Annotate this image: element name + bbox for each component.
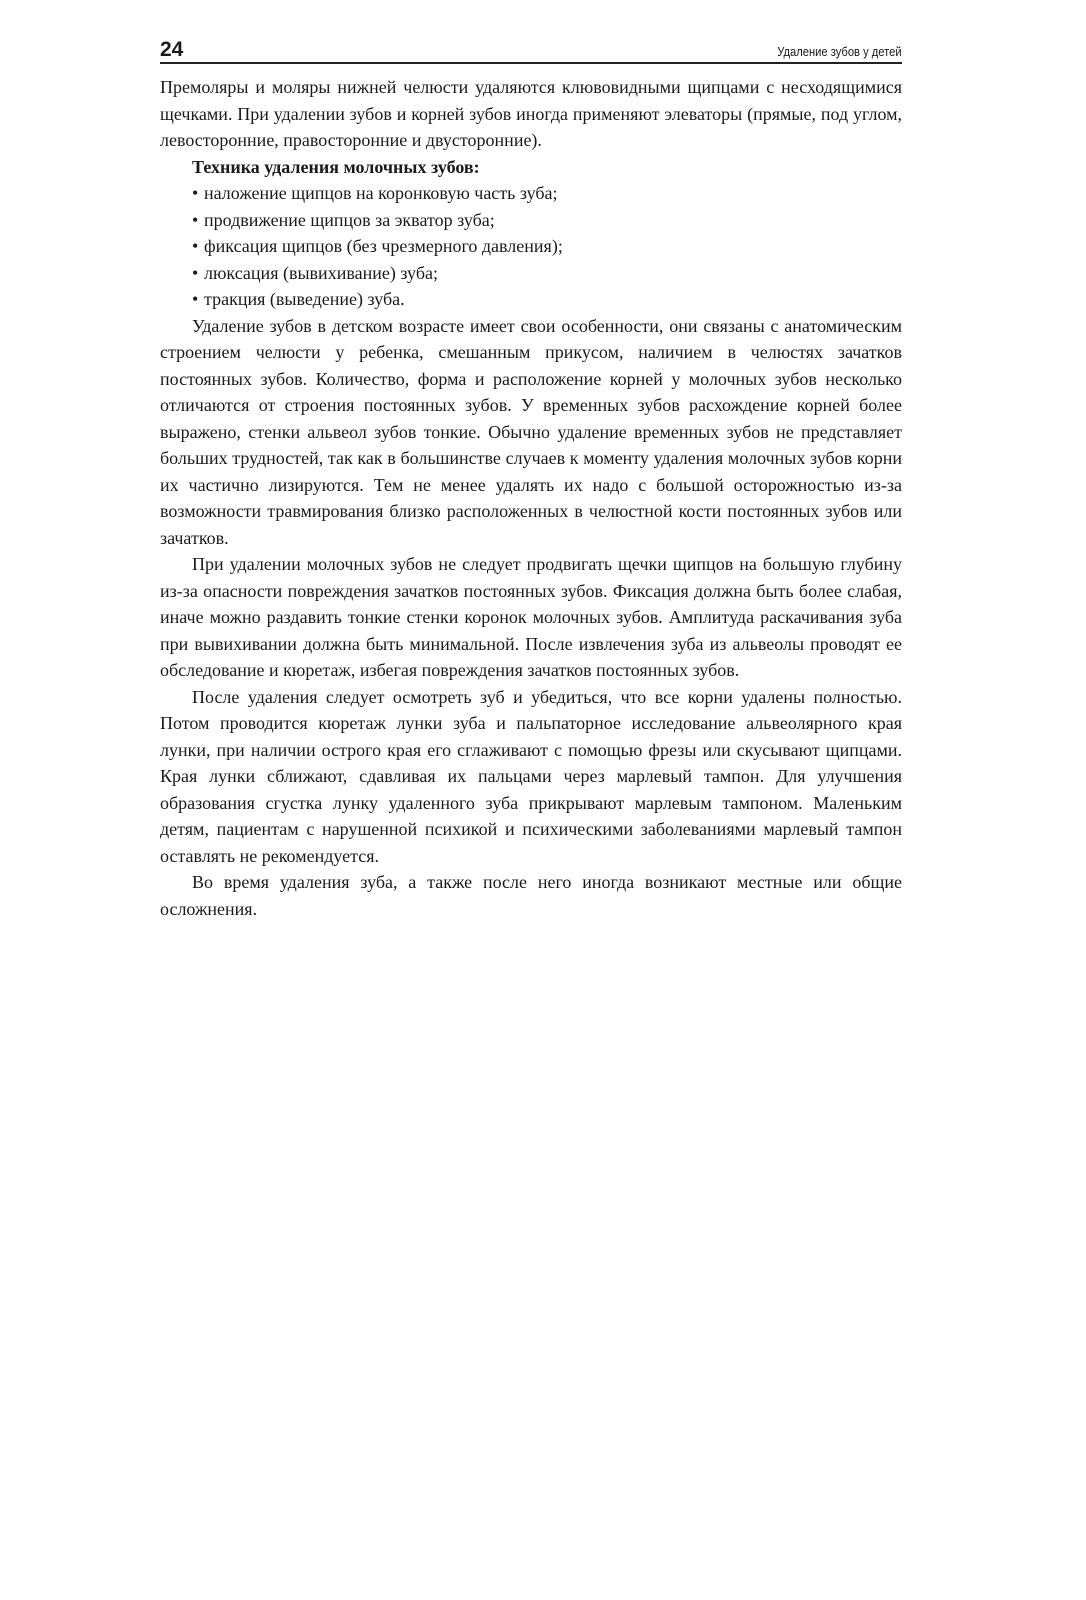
- page-number: 24: [160, 38, 184, 61]
- chapter-title: Удаление зубов у детей: [777, 44, 902, 59]
- list-item: • фиксация щипцов (без чрезмерного давления);: [192, 233, 902, 260]
- paragraph-complications: Во время удаления зуба, а также после него иногда возникают местные или общие осложнения.: [160, 872, 902, 919]
- list-item: • наложение щипцов на коронковую часть зуба;: [192, 180, 902, 207]
- list-item: • люксация (вывихивание) зуба;: [192, 260, 902, 287]
- paragraph-technique-details: При удалении молочных зубов не следует продвигать щечки щипцов на большую глубину из-за опасности повреждения зачатков постоянных зубов. Фиксация должна быть более слабая, иначе можно раздавить тонкие стенки коронок молочных зубов. Амплитуда раскачивания зуба при вывихивании должна быть минимальной. После извлечения зуба из альвеолы проводят ее обследование и кюретаж, избегая повреждения зачатков постоянных зубов.: [160, 554, 902, 680]
- book-page: [160, 34, 902, 922]
- list-item: • продвижение щипцов за экватор зуба;: [192, 207, 902, 234]
- page-body: [160, 74, 902, 922]
- intro-paragraph: Премоляры и моляры нижней челюсти удаляются клювовидными щипцами с несходящимися щечками. При удалении зубов и корней зубов иногда применяют элеваторы (прямые, под углом, левосторонние, правосторонние и двусторонние).: [160, 77, 902, 150]
- paragraph-aftercare: После удаления следует осмотреть зуб и убедиться, что все корни удалены полностью. Потом проводится кюретаж лунки зуба и пальпаторное исследование альвеолярного края лунки, при наличии острого края его сглаживают с помощью фрезы или скусывают щипцами. Края лунки сближают, сдавливая их пальцами через марлевый тампон. Для улучшения образования сгустка лунку удаленного зуба прикрывают марлевым тампоном. Маленьким детям, пациентам с нарушенной психикой и психическими заболеваниями марлевый тампон оставлять не рекомендуется.: [160, 686, 902, 866]
- technique-steps-list: [160, 180, 902, 313]
- list-item: • тракция (выведение) зуба.: [192, 286, 902, 313]
- paragraph-features: Удаление зубов в детском возрасте имеет свои особенности, они связаны с анатомическим строением челюсти у ребенка, смешанным прикусом, наличием в челюстях зачатков постоянных зубов. Количество, форма и расположение корней у молочных зубов несколько отличаются от строения постоянных зубов. У временных зубов расхождение корней более выражено, стенки альвеол зубов тонкие. Обычно удаление временных зубов не представляет больших трудностей, так как в большинстве случаев к моменту удаления молочных зубов корни их частично лизируются. Тем не менее удалять их надо с большой осторожностью из-за возможности травмирования близко расположенных в челюстной кости постоянных зубов или зачатков.: [160, 315, 902, 548]
- running-header: [160, 34, 902, 64]
- technique-heading: Техника удаления молочных зубов:: [192, 156, 480, 177]
